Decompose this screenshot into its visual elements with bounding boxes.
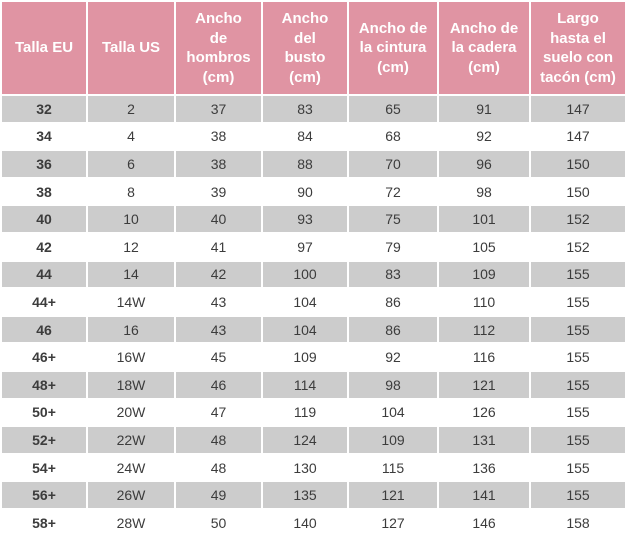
cell: 91 [439,96,529,122]
cell: 126 [439,400,529,426]
cell: 50+ [2,400,86,426]
cell: 141 [439,482,529,508]
cell: 37 [176,96,261,122]
cell: 8 [88,179,174,205]
cell: 88 [263,151,347,177]
cell: 10 [88,206,174,232]
cell: 104 [263,317,347,343]
cell: 72 [349,179,437,205]
cell: 155 [531,344,625,370]
cell: 41 [176,234,261,260]
table-row [2,344,625,370]
cell: 42 [176,262,261,288]
cell: 46 [176,372,261,398]
cell: 47 [176,400,261,426]
cell: 45 [176,344,261,370]
cell: 48 [176,427,261,453]
cell: 100 [263,262,347,288]
cell: 114 [263,372,347,398]
cell: 97 [263,234,347,260]
cell: 24W [88,455,174,481]
cell: 79 [349,234,437,260]
cell: 152 [531,206,625,232]
cell: 48 [176,455,261,481]
cell: 38 [176,124,261,150]
cell: 52+ [2,427,86,453]
cell: 147 [531,124,625,150]
cell: 155 [531,317,625,343]
cell: 83 [263,96,347,122]
table-row [2,151,625,177]
cell: 135 [263,482,347,508]
cell: 16W [88,344,174,370]
table-body [2,96,625,536]
cell: 58+ [2,510,86,536]
cell: 130 [263,455,347,481]
cell: 40 [176,206,261,232]
header-row [2,2,625,94]
column-header-3: Ancho del busto (cm) [263,2,347,94]
cell: 104 [263,289,347,315]
column-header-1: Talla US [88,2,174,94]
cell: 18W [88,372,174,398]
column-header-0: Talla EU [2,2,86,94]
cell: 121 [439,372,529,398]
cell: 22W [88,427,174,453]
cell: 6 [88,151,174,177]
cell: 39 [176,179,261,205]
cell: 86 [349,289,437,315]
table-row [2,400,625,426]
cell: 4 [88,124,174,150]
cell: 43 [176,317,261,343]
cell: 46 [2,317,86,343]
cell: 152 [531,234,625,260]
cell: 98 [349,372,437,398]
cell: 16 [88,317,174,343]
cell: 36 [2,151,86,177]
cell: 93 [263,206,347,232]
cell: 49 [176,482,261,508]
table-row [2,482,625,508]
cell: 83 [349,262,437,288]
cell: 44+ [2,289,86,315]
cell: 86 [349,317,437,343]
cell: 104 [349,400,437,426]
cell: 155 [531,427,625,453]
cell: 84 [263,124,347,150]
cell: 155 [531,400,625,426]
cell: 42 [2,234,86,260]
cell: 136 [439,455,529,481]
cell: 68 [349,124,437,150]
cell: 28W [88,510,174,536]
column-header-6: Largo hasta el suelo con tacón (cm) [531,2,625,94]
cell: 90 [263,179,347,205]
cell: 105 [439,234,529,260]
cell: 119 [263,400,347,426]
cell: 121 [349,482,437,508]
table-row [2,234,625,260]
cell: 43 [176,289,261,315]
table-row [2,289,625,315]
cell: 127 [349,510,437,536]
cell: 48+ [2,372,86,398]
cell: 38 [176,151,261,177]
column-header-2: Ancho de hombros (cm) [176,2,261,94]
cell: 32 [2,96,86,122]
cell: 20W [88,400,174,426]
cell: 112 [439,317,529,343]
cell: 109 [263,344,347,370]
cell: 44 [2,262,86,288]
cell: 40 [2,206,86,232]
cell: 14W [88,289,174,315]
cell: 34 [2,124,86,150]
cell: 150 [531,151,625,177]
cell: 131 [439,427,529,453]
cell: 26W [88,482,174,508]
cell: 158 [531,510,625,536]
cell: 155 [531,289,625,315]
cell: 147 [531,96,625,122]
table-row [2,96,625,122]
cell: 96 [439,151,529,177]
table-header [2,2,625,94]
cell: 92 [349,344,437,370]
cell: 140 [263,510,347,536]
cell: 124 [263,427,347,453]
table-row [2,427,625,453]
cell: 65 [349,96,437,122]
cell: 70 [349,151,437,177]
column-header-5: Ancho de la cadera (cm) [439,2,529,94]
cell: 12 [88,234,174,260]
cell: 54+ [2,455,86,481]
cell: 101 [439,206,529,232]
cell: 150 [531,179,625,205]
cell: 56+ [2,482,86,508]
table-row [2,206,625,232]
table-row [2,179,625,205]
table-row [2,124,625,150]
column-header-4: Ancho de la cintura (cm) [349,2,437,94]
cell: 38 [2,179,86,205]
cell: 155 [531,482,625,508]
cell: 14 [88,262,174,288]
table-row [2,510,625,536]
cell: 92 [439,124,529,150]
cell: 146 [439,510,529,536]
table-row [2,455,625,481]
cell: 115 [349,455,437,481]
cell: 46+ [2,344,86,370]
cell: 98 [439,179,529,205]
cell: 110 [439,289,529,315]
table-row [2,317,625,343]
table-row [2,262,625,288]
cell: 155 [531,372,625,398]
cell: 2 [88,96,174,122]
cell: 109 [439,262,529,288]
cell: 75 [349,206,437,232]
cell: 155 [531,262,625,288]
cell: 155 [531,455,625,481]
cell: 109 [349,427,437,453]
cell: 116 [439,344,529,370]
cell: 50 [176,510,261,536]
table-row [2,372,625,398]
